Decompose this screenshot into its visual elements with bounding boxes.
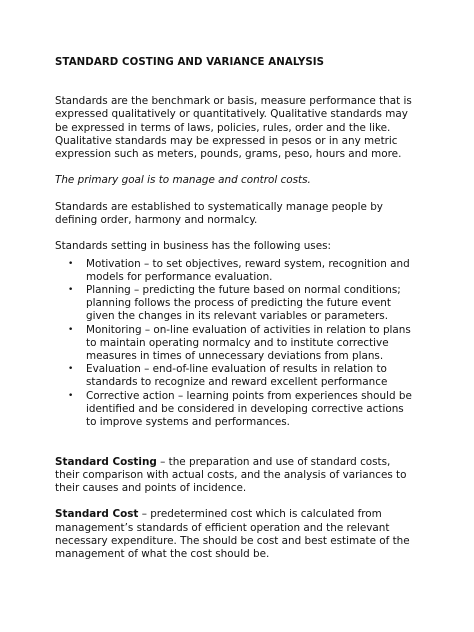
list-item-text: Planning – predicting the future based on normal conditions; planning follows the process of predicting the future event given the changes in its relevant variables or parameters. xyxy=(86,284,401,323)
bullet-icon: • xyxy=(68,364,74,375)
bullet-icon: • xyxy=(68,390,74,401)
definition-text: – predetermined cost which is calculated from management’s standards of efficient operation and the relevant necessary expenditure. The should be cost and best estimate of the management of what the cost should be. xyxy=(55,508,410,561)
list-item xyxy=(55,363,413,389)
list-item-text: Motivation – to set objectives, reward system, recognition and models for performance evaluation. xyxy=(86,257,410,283)
definition-standard-costing xyxy=(55,456,413,496)
list-item-text: Evaluation – end-of-line evaluation of results in relation to standards to recognize and reward excellent performance xyxy=(86,363,388,389)
bullet-icon: • xyxy=(68,258,74,269)
definition-term: Standard Costing xyxy=(55,455,157,468)
list-item xyxy=(55,390,413,430)
definition-standard-cost xyxy=(55,508,413,561)
list-item xyxy=(55,324,413,364)
bullet-icon: • xyxy=(68,285,74,295)
document-title: STANDARD COSTING AND VARIANCE ANALYSIS xyxy=(55,57,325,68)
list-item xyxy=(55,258,413,284)
list-item xyxy=(55,284,413,324)
paragraph-primary-goal: The primary goal is to manage and control costs. xyxy=(55,174,311,187)
list-item-text: Corrective action – learning points from experiences should be identified and be considered in developing corrective actions to improve systems and performances. xyxy=(86,389,412,429)
definition-text: – the preparation and use of standard costs, their comparison with actual costs, and the analysis of variances to their causes and points of incidence. xyxy=(55,455,407,495)
list-item-text: Monitoring – on-line evaluation of activities in relation to plans to maintain operating normalcy and to institute corrective measures in times of unnecessary deviations from plans. xyxy=(86,323,411,363)
definition-term: Standard Cost xyxy=(55,508,139,521)
bullet-icon: • xyxy=(68,324,74,335)
paragraph-uses-intro: Standards setting in business has the following uses: xyxy=(55,240,332,253)
paragraph-standards-definition: Standards are the benchmark or basis, measure performance that is expressed qualitatively or quantitatively. Qualitative standards may be expressed in terms of laws, policies, rules, order and the like. Qualitative standards may be expressed in pesos or in any metric expression such as meters, pounds, grams, peso, hours and more. xyxy=(55,95,412,161)
document-body xyxy=(55,56,413,574)
uses-list xyxy=(55,258,413,430)
paragraph-standards-purpose: Standards are established to systematically manage people by defining order, harmony and normalcy. xyxy=(55,200,383,226)
